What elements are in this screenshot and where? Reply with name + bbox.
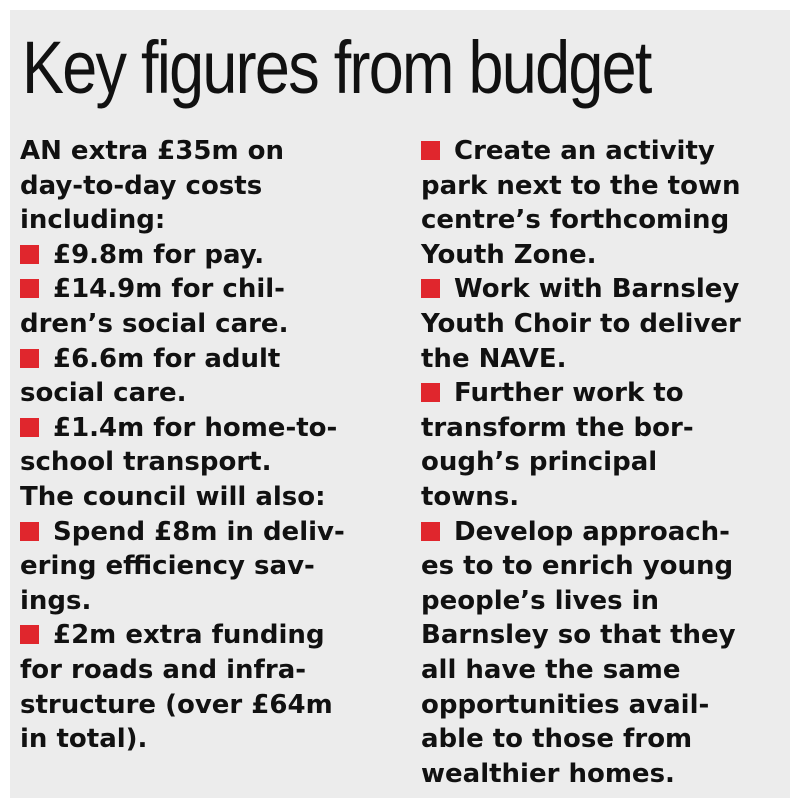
text-line: Youth Zone. — [421, 239, 597, 270]
text-line: structure (over £64m — [20, 689, 333, 720]
left-column — [20, 134, 404, 757]
text-line: wealthier homes. — [421, 758, 675, 789]
text-line: school transport. — [20, 447, 272, 478]
bullet-item: £6.6m for adult — [20, 342, 404, 377]
bullet-item: £2m extra funding — [20, 618, 404, 653]
text-line: ering efficiency sav- — [20, 551, 315, 582]
text-line: all have the same — [421, 654, 681, 685]
red-square-bullet-icon — [20, 349, 39, 368]
bullet-item: £9.8m for pay. — [20, 238, 404, 273]
bullet-item: £14.9m for chil- — [20, 272, 404, 307]
key-figures-panel — [10, 10, 790, 798]
red-square-bullet-icon — [20, 625, 39, 644]
text-line: for roads and infra- — [20, 654, 307, 685]
text-line: es to to enrich young — [421, 551, 734, 582]
red-square-bullet-icon — [421, 141, 440, 160]
text-line: AN extra £35m on — [20, 136, 284, 166]
red-square-bullet-icon — [20, 522, 39, 541]
text-line: dren’s social care. — [20, 308, 289, 339]
text-line: able to those from — [421, 724, 693, 755]
red-square-bullet-icon — [421, 522, 440, 541]
text-line: day-to-day costs — [20, 170, 263, 201]
panel-title: Key figures from budget — [22, 26, 651, 109]
text-line: people’s lives in — [421, 585, 660, 616]
bullet-item: Create an activity — [421, 134, 790, 169]
text-line: opportunities avail- — [421, 689, 710, 720]
text-line: ings. — [20, 585, 92, 616]
text-line: centre’s forthcoming — [421, 205, 730, 236]
text-line: in total). — [20, 724, 148, 755]
right-column — [421, 134, 790, 791]
text-line: park next to the town — [421, 170, 741, 201]
bullet-item: Develop approach- — [421, 515, 790, 550]
text-line: The council will also: — [20, 481, 326, 512]
red-square-bullet-icon — [421, 279, 440, 298]
bullet-item: £1.4m for home-to- — [20, 411, 404, 446]
red-square-bullet-icon — [20, 245, 39, 264]
red-square-bullet-icon — [20, 279, 39, 298]
text-line: including: — [20, 205, 166, 236]
text-line: transform the bor- — [421, 412, 694, 443]
bullet-item: Further work to — [421, 376, 790, 411]
bullet-item: Spend £8m in deliv- — [20, 515, 404, 550]
text-line: Barnsley so that they — [421, 620, 736, 651]
bullet-item: Work with Barnsley — [421, 272, 790, 307]
red-square-bullet-icon — [20, 418, 39, 437]
text-line: the NAVE. — [421, 343, 567, 374]
text-line: social care. — [20, 378, 187, 409]
text-line: towns. — [421, 481, 520, 512]
text-line: Youth Choir to deliver — [421, 308, 741, 339]
text-line: ough’s principal — [421, 447, 658, 478]
red-square-bullet-icon — [421, 383, 440, 402]
